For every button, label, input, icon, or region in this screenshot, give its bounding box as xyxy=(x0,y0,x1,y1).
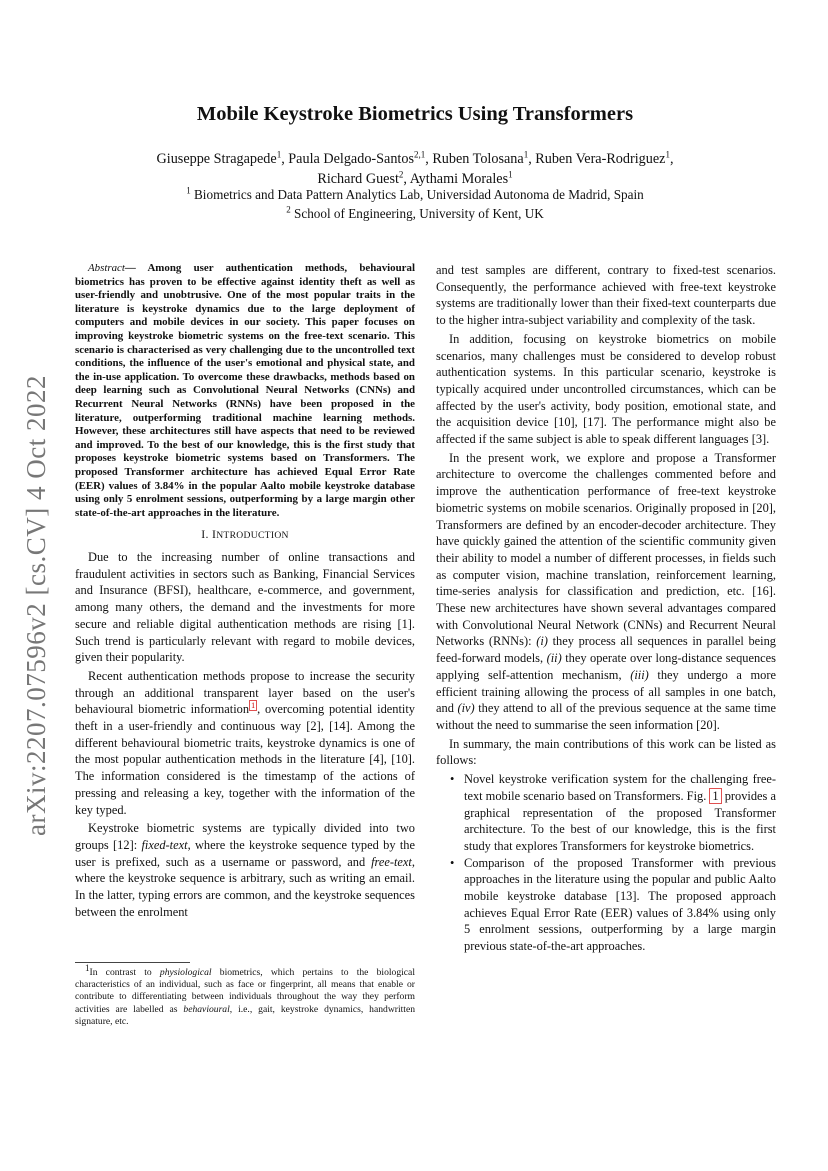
list-item: • Novel keystroke verification system for the challenging free-text mobile scenario based on Transformers. Fig. 1 provides a graphical representation of the proposed Transformer architecture. To the best of our knowledge, this is the first study that explores Transformers for keystroke biometrics. xyxy=(450,772,776,853)
author-name: Paula Delgado-Santos xyxy=(288,151,414,167)
left-column xyxy=(75,262,415,922)
arxiv-id-text: arXiv:2207.07596v2 [cs.CV] 4 Oct 2022 xyxy=(20,374,51,836)
figure-link[interactable]: 1 xyxy=(709,788,721,804)
footnote-text: $^1$In contrast to physiological biometrics, which pertains to the biological characteristics of an individual, such as face or fingerprint, all means that enable or contribute to differentiating between individuals throughout the way they perform activities are labelled as behavioural, i.e., gait, keystroke dynamics, handwritten signature, etc. xyxy=(75,962,415,1027)
footnote xyxy=(75,962,415,1028)
author-affiliation-mark: 2,1 xyxy=(413,149,426,160)
body-paragraph: In the present work, we explore and propose a Transformer architecture to overcome the challenges commented before and improve the authentication performance of free-text keystroke biometric systems on mobile scenarios. Originally proposed in [20], Transformers are defined by an encoder-decoder architecture. They have quickly gained the attention of the scientific community given their ability to model a number of different processes, in fields such as computer vision, machine translation, reinforcement learning, time-series analysis for classification and prediction, etc. [16]. These new architectures have shown several advantages compared with Convolutional Neural Network (CNNs) and Recurrent Neural Networks (RNNs): (i) they process all sequences in parallel being feed-forward models, (ii) they operate over long-distance sequences applying self-attention mechanism, (iii) they undergo a more efficient training allowing the process of all samples in one batch, and (iv) they attend to all of the previous sequence at the same time without the need to summarise the seen information [20]. xyxy=(436,450,777,732)
affiliation-text: Biometrics and Data Pattern Analytics Lab, Universidad Autonoma de Madrid, Spain xyxy=(194,187,644,202)
intro-paragraph: Keystroke biometric systems are typically divided into two groups [12]: fixed-text, where the keystroke sequence typed by the user is prefixed, such as a username or password, and free-text, where the keystroke sequence is arbitrary, such as writing an email. In the latter, typing errors are common, and the keystroke sequences between the enrolment xyxy=(75,821,415,919)
affiliation-2 xyxy=(80,205,750,223)
right-column xyxy=(436,262,776,955)
affiliation-number: 2 xyxy=(286,204,291,215)
footnote-link[interactable]: 1 xyxy=(251,701,256,711)
author-affiliation-mark: 1 xyxy=(523,149,529,160)
abstract xyxy=(75,262,415,520)
intro-paragraph: Due to the increasing number of online transactions and fraudulent activities in sectors such as Banking, Financial Services and Insurance (BFSI), healthcare, e-commerce, and government, among many others, the demand and the investments for more secure and reliable digital authentication methods are rising [1]. Such trend is particularly relevant with regard to mobile devices, given their popularity. xyxy=(75,549,415,665)
author-name: Aythami Morales xyxy=(409,171,509,187)
body-paragraph: and test samples are different, contrary to fixed-test scenarios. Consequently, the performance achieved with free-text keystroke systems are traditionally lower than their fixed-text counterparts due to the higher intra-subject variability and complexity of the task. xyxy=(436,263,776,328)
intro-paragraph: Recent authentication methods propose to increase the security through an additional transparent layer based on the user's behavioural biometric information $^1$ , overcoming potential identity theft in a user-friendly and continuous way [2], [14]. Among the different behavioural biometric traits, keystroke dynamics is one of the most popular authentication methods in the literature [4], [10]. The information considered is the timestamp of the actions of pressing and releasing a key, together with the information of the key typed. xyxy=(75,668,415,817)
author-affiliation-mark: 1 xyxy=(508,169,513,180)
author-affiliation-mark: 1 xyxy=(665,149,670,160)
body-paragraph: In addition, focusing on keystroke biometrics on mobile scenarios, many challenges must be considered to develop robust authentication systems. In this particular scenario, keystroke is typically acquired under uncontrolled circumstances, which can be affected by the user's activity, body position, emotional state, and the acquisition device [10], [17]. The performance might also be affected if the same subject is able to speak different languages [3]. xyxy=(436,331,776,447)
author-affiliation-mark: 2 xyxy=(398,169,404,180)
author-list: Giuseppe Stragapede$^1$, Paula Delgado-Santos$^{2,1}$, Ruben Tolosana$^1$, Ruben Vera-Rodriguez$^1$, Richard Guest$^2$, Aythami Morales$^1$ xyxy=(156,149,674,187)
arxiv-identifier xyxy=(14,370,58,840)
body-paragraph: In summary, the main contributions of this work can be listed as follows: xyxy=(436,736,776,768)
author-affiliation-mark: 1 xyxy=(276,149,282,160)
abstract-label: Abstract xyxy=(88,262,125,274)
author-name: Giuseppe Stragapede xyxy=(156,151,277,167)
bullet-icon: • xyxy=(450,855,455,870)
abstract-text: — Among user authentication methods, behavioural biometrics has proven to be effective against identity theft as well as user-friendly and unobtrusive. One of the most popular traits in the literature is keystroke dynamics due to the large deployment of computers and mobile devices in our society. This paper focuses on improving keystroke biometric systems on the free-text scenario. This scenario is characterised as very challenging due to the uncontrolled text conditions, the influence of the user's emotional and physical state, and the in-use application. To overcome these drawbacks, methods based on deep learning such as Convolutional Neural Networks (CNNs) and Recurrent Neural Networks (RNNs) have been proposed in the literature, outperforming traditional machine learning methods. However, these architectures still have aspects that need to be reviewed and improved. To the best of our knowledge, this is the first study that proposes keystroke biometric systems based on Transformers. The proposed Transformer architecture has achieved Equal Error Rate (EER) values of 3.84% in the popular Aalto mobile keystroke database using only 5 enrolment sessions, outperforming by a large margin other state-of-the-art approaches in the literature. xyxy=(75,262,415,519)
contributions-list xyxy=(436,771,776,955)
section-heading-introduction: I. INTRODUCTION xyxy=(201,527,289,542)
author-name: Ruben Vera-Rodriguez xyxy=(535,151,666,167)
affiliation-text: School of Engineering, University of Kent, UK xyxy=(294,206,544,221)
paper-title: Mobile Keystroke Biometrics Using Transformers xyxy=(196,103,634,125)
affiliation-1 xyxy=(80,186,750,204)
list-item: • Comparison of the proposed Transformer with previous approaches in the literature using the popular and public Aalto mobile keystroke database [13]. The proposed approach achieves Equal Error Rate (EER) values of 3.84% using only 5 enrolment sessions, outperforming by a large margin previous state-of-the-art approaches. xyxy=(450,855,776,954)
affiliation-number: 1 xyxy=(186,185,191,196)
bullet-icon: • xyxy=(450,772,455,787)
footnote-rule xyxy=(75,962,190,963)
author-name: Richard Guest xyxy=(317,171,399,187)
author-name: Ruben Tolosana xyxy=(432,151,524,167)
